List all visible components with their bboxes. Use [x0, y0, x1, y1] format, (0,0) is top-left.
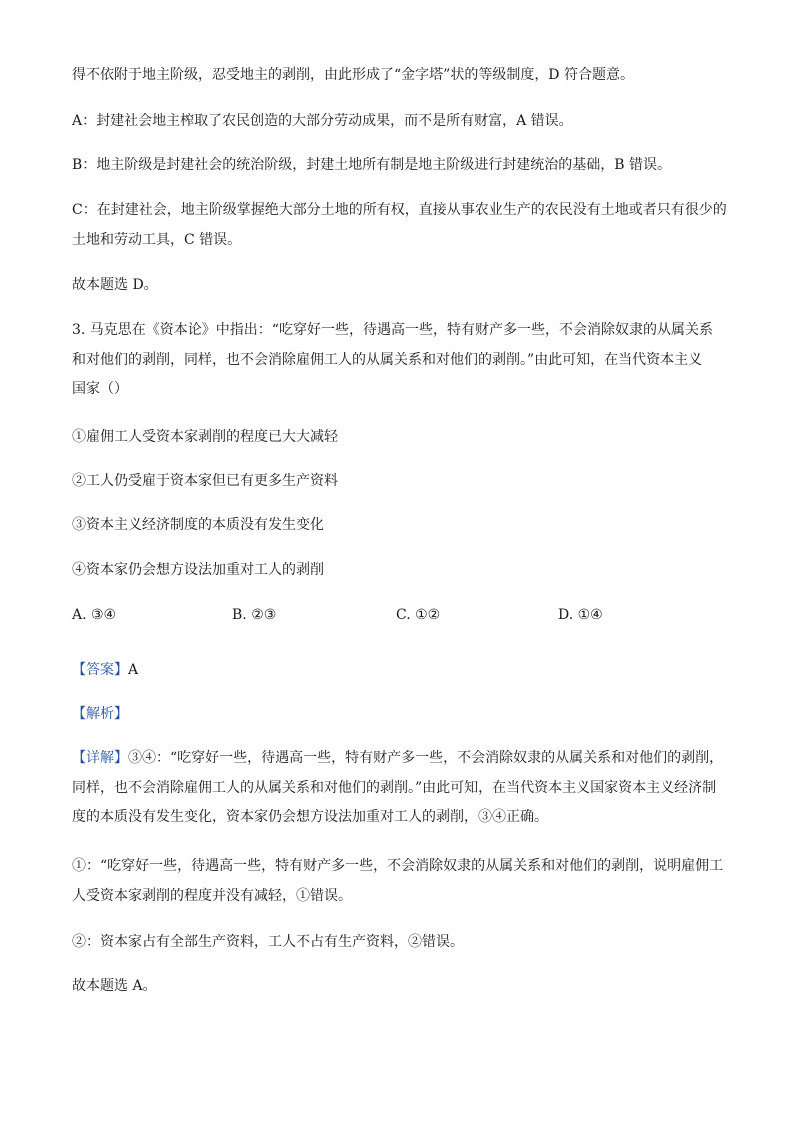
statement-4: ④资本家仍会想方设法加重对工人的剥削: [72, 562, 324, 578]
detail-paragraph: [72, 744, 724, 833]
point-1-line-2: 人受资本家剥削的程度并没有减轻，①错误。: [72, 887, 352, 904]
option-c: C. ①②: [396, 607, 441, 623]
analysis-label-line: [72, 700, 724, 730]
point-1-line-1: ①：“吃穿好一些，待遇高一些，特有财产多一些，不会消除奴隶的从属关系和对他们的剥削，说明雇佣工: [72, 858, 724, 874]
analysis-option-c: [72, 196, 727, 255]
answer-label: 【答案】: [72, 662, 128, 678]
detail-label: 【详解】: [72, 750, 128, 766]
detail-line-1: [72, 744, 724, 774]
question-line-1: 3. 马克思在《资本论》中指出：“吃穿好一些，待遇高一些，特有财产多一些，不会消除奴隶的从属关系: [72, 322, 713, 338]
question-stem: [72, 316, 724, 405]
answer-options: [72, 600, 722, 630]
point-2-paragraph: ②：资本家占有全部生产资料，工人不占有生产资料，②错误。: [72, 934, 464, 950]
question-line-2: 和对他们的剥削，同样，也不会消除雇佣工人的从属关系和对他们的剥削。”由此可知，在当代资本主义: [72, 351, 703, 368]
analysis-label: 【解析】: [72, 706, 128, 722]
answer-value: A: [128, 662, 139, 678]
detail-line-3: 度的本质没有发生变化，资本家仍会想方设法加重对工人的剥削，③④正确。: [72, 809, 548, 825]
option-b: B. ②③: [232, 607, 277, 623]
detail-line-1-text: ③④：“吃穿好一些，待遇高一些，特有财产多一些，不会消除奴隶的从属关系和对他们的剥削，: [128, 750, 724, 766]
intro-paragraph: [72, 61, 724, 91]
intro-line-1: 得不依附于地主阶级，忍受地主的剥削，由此形成了“金字塔”状的等级制度，D 符合题意。: [72, 67, 634, 83]
detail-line-2: 同样，也不会消除雇佣工人的从属关系和对他们的剥削。”由此可知，在当代资本主义国家资本主义经济制: [72, 779, 717, 796]
previous-conclusion: 故本题选 D。: [72, 277, 158, 293]
statement-2: ②工人仍受雇于资本家但已有更多生产资料: [72, 473, 338, 489]
statement-3: ③资本主义经济制度的本质没有发生变化: [72, 517, 324, 533]
statement-1: ①雇佣工人受资本家剥削的程度已大大减轻: [72, 429, 338, 445]
point-1-paragraph: [72, 852, 724, 911]
analysis-option-b: B：地主阶级是封建社会的统治阶级，封建土地所有制是地主阶级进行封建统治的基础，B 错误。: [72, 157, 672, 173]
option-a: A. ③④: [72, 607, 117, 623]
analysis-option-c-line-2: 土地和劳动工具，C 错误。: [72, 231, 242, 248]
analysis-option-a: A：封建社会地主榨取了农民创造的大部分劳动成果，而不是所有财富，A 错误。: [72, 113, 573, 129]
option-d: D. ①④: [558, 607, 603, 623]
question-line-3: 国家（）: [72, 381, 128, 397]
analysis-option-c-line-1: C：在封建社会，地主阶级掌握绝大部分土地的所有权，直接从事农业生产的农民没有土地或者只有很少的: [72, 202, 727, 218]
final-conclusion: 故本题选 A。: [72, 978, 157, 994]
answer-line: [72, 656, 724, 686]
